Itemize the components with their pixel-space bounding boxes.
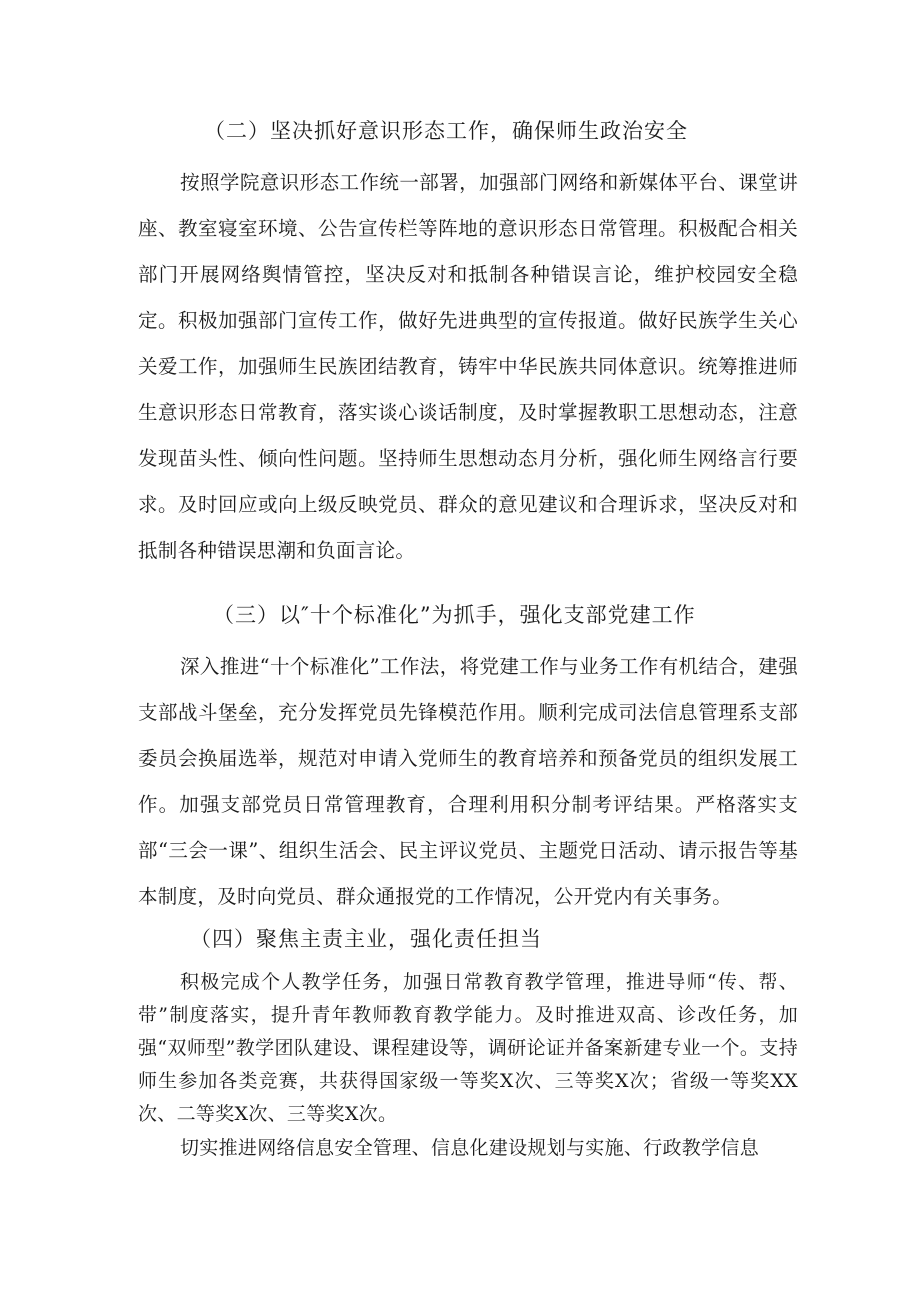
section-4-paragraph-2: 切实推进网络信息安全管理、信息化建设规划与实施、行政教学信息 [180,1137,760,1159]
section-2-paragraph: 按照学院意识形态工作统一部署，加强部门网络和新媒体平台、课堂讲座、教室寝室环境、公告宣传栏等阵地的意识形态日常管理。积极配合相关部门开展网络舆情管控，坚决反对和抵制各种错误言论，维护校园安全稳定。积极加强部门宣传工作，做好先进典型的宣传报道。做好民族学生关心关爱工作，加强师生民族团结教育，铸牢中华民族共同体意识。统筹推进师生意识形态日常教育，落实谈心谈话制度，及时掌握教职工思想动态，注意发现苗头性、倾向性问题。坚持师生思想动态月分析，强化师生网络言行要求。及时回应或向上级反映党员、群众的意见建议和合理诉求，坚决反对和抵制各种错误思潮和负面言论。 [138,171,798,562]
section-heading-3: （三）以″十个标准化”为抓手，强化支部党建工作 [213,603,696,627]
section-heading-4: （四）聚焦主责主业，强化责任担当 [190,927,542,951]
section-heading-2: （二）坚决抓好意识形态工作，确保师生政治安全 [204,119,688,143]
section-3-paragraph: 深入推进“十个标准化”工作法，将党建工作与业务工作有机结合，建强支部战斗堡垒，充分发挥党员先锋模范作用。顺利完成司法信息管理系支部委员会换届选举，规范对申请入党师生的教育培养和预备党员的组织发展工作。加强支部党员日常管理教育，合理利用积分制考评结果。严格落实支部“三会一课”、组织生活会、民主评议党员、主题党日活动、请示报告等基本制度，及时向党员、群众通报党的工作情况，公开党内有关事务。 [138,655,798,908]
section-4-paragraph-1: 积极完成个人教学任务，加强日常教育教学管理，推进导师“传、帮、带”制度落实，提升青年教师教育教学能力。及时推进双高、诊改任务，加强“双师型”教学团队建设、课程建设等，调研论证并备案新建专业一个。支持师生参加各类竞赛，共获得国家级一等奖X次、三等奖X次；省级一等奖XX次、二等奖X次、三等奖X次。 [138,971,798,1125]
